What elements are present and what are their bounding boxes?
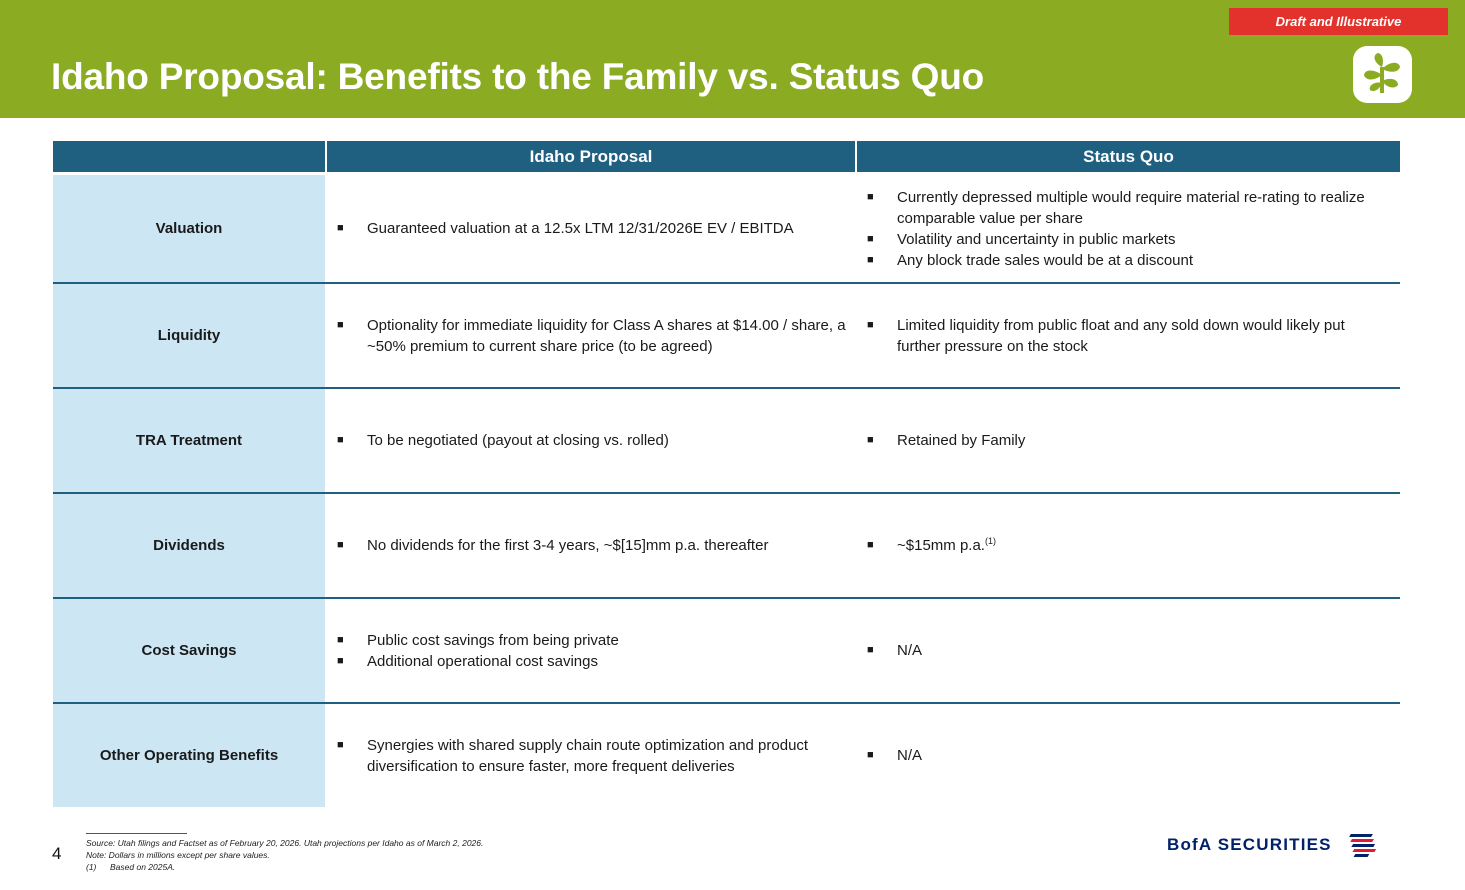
bullet-text: Volatility and uncertainty in public markets [897,230,1176,248]
header-idaho-proposal: Idaho Proposal [325,141,855,172]
bullet-icon: ■ [337,318,344,331]
bullet-text: Public cost savings from being private [367,631,619,649]
bullet-icon: ■ [867,539,874,551]
bullet-item [867,640,1392,661]
header-blank [53,141,325,172]
status-quo-cell [855,389,1400,492]
proposal-cell [325,389,855,492]
bullet-item [337,630,847,651]
draft-badge: Draft and Illustrative [1229,8,1448,35]
bullet-text: N/A [897,642,923,659]
status-quo-cell [855,494,1400,597]
bofa-flag-icon [1338,832,1384,858]
bullet-icon: ■ [867,434,874,446]
proposal-cell [325,599,855,702]
proposal-cell [325,704,855,807]
bullet-item [337,651,847,672]
bullet-text: To be negotiated (payout at closing vs. rolled) [367,432,669,449]
header-status-quo: Status Quo [855,141,1400,172]
bullet-item [867,187,1392,229]
bullet-text: ~$15mm p.a. [897,537,985,554]
bullet-item [337,315,847,357]
footnote-number: (1) [86,862,97,872]
footnote-1 [86,861,483,873]
bullet-icon: ■ [337,434,344,446]
bullet-text: Optionality for immediate liquidity for Class A shares at $14.00 / share, a ~50% premium to current share price (to be agreed) [367,316,846,355]
page-number: 4 [52,844,62,863]
bullet-item [337,430,847,451]
row-label: Other Operating Benefits [53,704,325,807]
bullet-item [867,229,1392,250]
row-label: Dividends [53,494,325,597]
brand-logo [1167,830,1384,860]
bullet-text: Synergies with shared supply chain route optimization and product diversification to ensure faster, more frequent deliveries [367,736,809,775]
bullet-text: N/A [897,747,923,764]
bullet-text: Guaranteed valuation at a 12.5x LTM 12/31/2026E EV / EBITDA [367,220,794,237]
table-row-valuation [53,175,1400,282]
proposal-cell [325,175,855,282]
proposal-cell [325,494,855,597]
bullet-text: Any block trade sales would be at a discount [897,251,1194,269]
footnote-text: Based on 2025A. [110,862,176,872]
bullet-item [337,735,847,777]
page-title: Idaho Proposal: Benefits to the Family vs. Status Quo [51,56,985,97]
leaf-logo-icon [1352,45,1413,104]
row-label: Valuation [53,175,325,282]
footnote-divider [86,833,187,834]
row-label: TRA Treatment [53,389,325,492]
bullet-item [867,250,1392,271]
bullet-icon: ■ [337,633,344,646]
bullet-item [337,218,847,239]
comparison-table [53,141,1400,807]
table-row-cost-savings [53,597,1400,702]
bullet-icon: ■ [867,232,874,245]
proposal-cell [325,284,855,387]
bullet-icon: ■ [337,222,344,234]
bullet-icon: ■ [337,654,344,667]
table-row-dividends [53,492,1400,597]
bullet-item [867,430,1392,451]
status-quo-cell [855,175,1400,282]
bullet-item [867,315,1392,357]
bullet-icon: ■ [867,749,874,761]
status-quo-cell [855,599,1400,702]
table-row-tra-treatment [53,387,1400,492]
row-label: Cost Savings [53,599,325,702]
bullet-icon: ■ [867,318,874,331]
footnotes [86,837,483,873]
bullet-text: Retained by Family [897,432,1026,449]
bullet-text: Currently depressed multiple would require material re-rating to realize comparable value per share [897,188,1365,227]
footnote-note: Note: Dollars in millions except per share values. [86,850,270,860]
bullet-text: No dividends for the first 3-4 years, ~$[15]mm p.a. thereafter [367,537,769,554]
status-quo-cell [855,284,1400,387]
bullet-icon: ■ [867,190,874,203]
table-header [53,141,1400,172]
status-quo-cell [855,704,1400,807]
bullet-item [337,535,847,556]
bullet-icon: ■ [337,738,344,751]
bullet-icon: ■ [867,253,874,266]
bullet-text: Limited liquidity from public float and any sold down would likely put further pressure on the stock [897,316,1345,355]
bullet-text: Additional operational cost savings [367,652,598,670]
row-label: Liquidity [53,284,325,387]
bullet-item [867,745,1392,766]
brand-name: BofA SECURITIES [1167,835,1332,854]
bullet-item [867,535,1392,556]
footnote-source: Source: Utah filings and Factset as of February 20, 2026. Utah projections per Idaho as of March 2, 2026. [86,838,484,848]
bullet-icon: ■ [867,644,874,656]
footnote-marker: (1) [984,536,996,546]
table-row-other-operating-benefits [53,702,1400,807]
bullet-icon: ■ [337,539,344,551]
table-row-liquidity [53,282,1400,387]
